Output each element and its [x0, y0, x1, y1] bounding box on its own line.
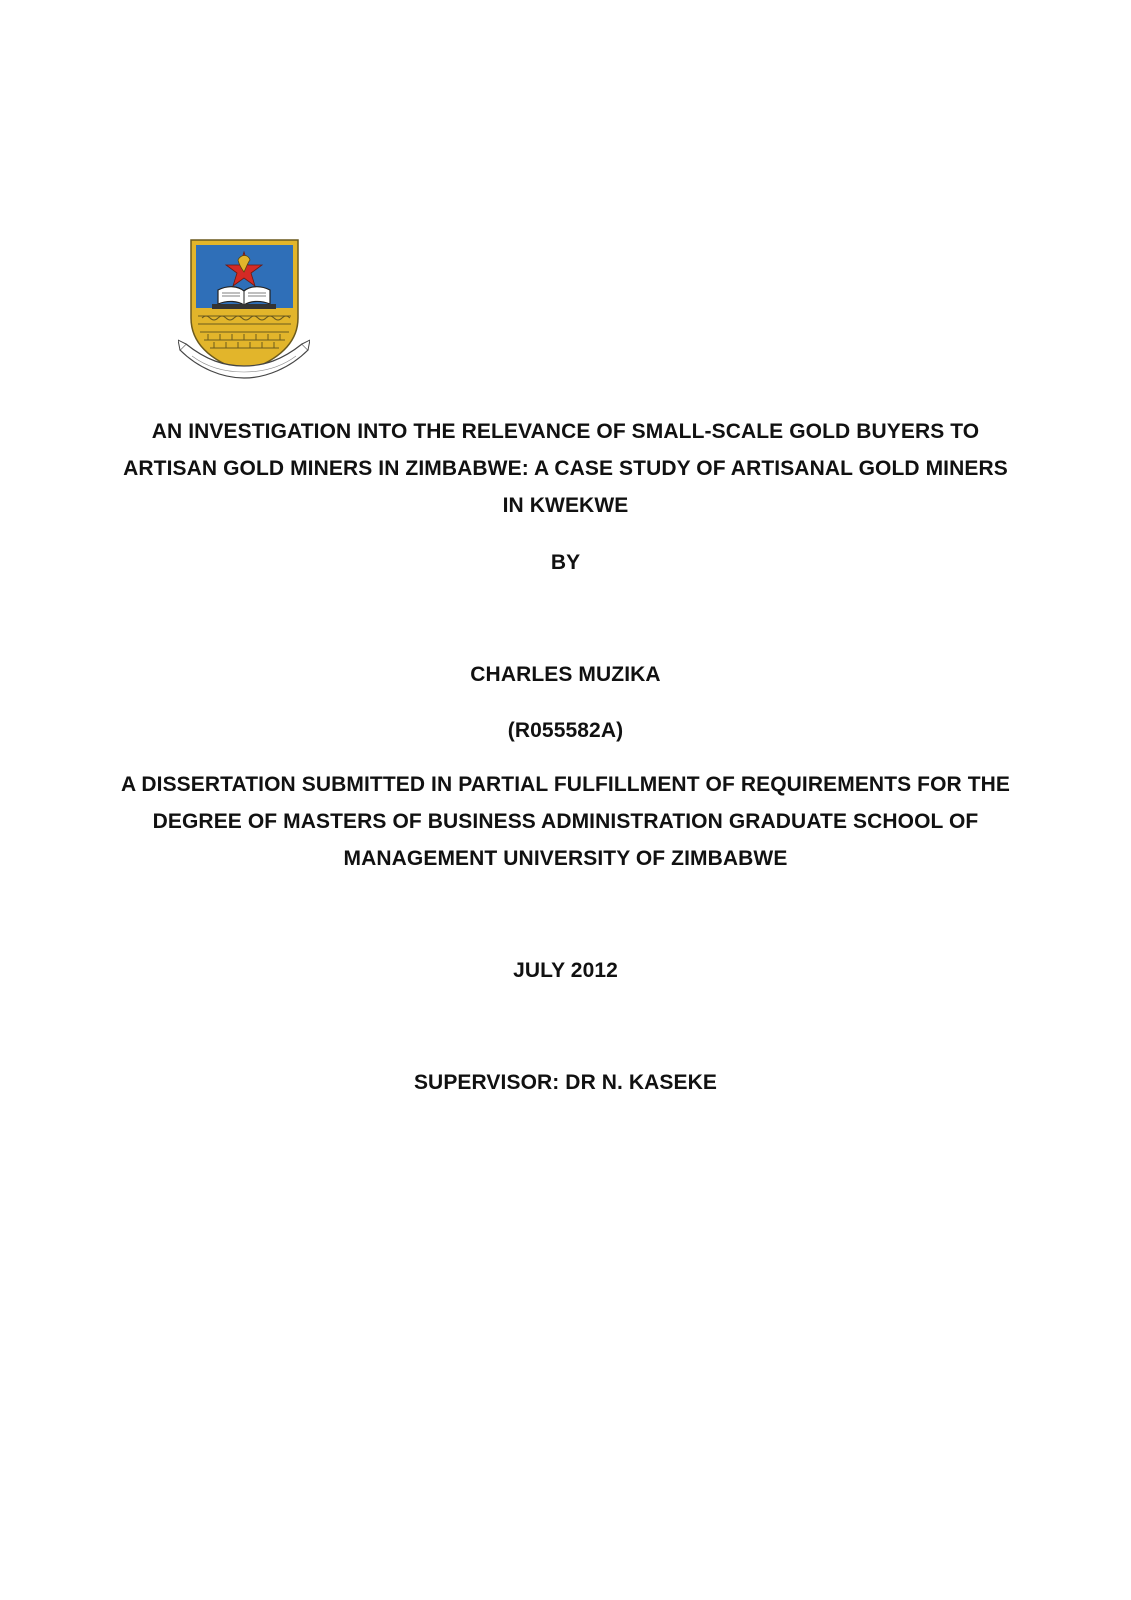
- dissertation-title: AN INVESTIGATION INTO THE RELEVANCE OF SMALL-SCALE GOLD BUYERS TO ARTISAN GOLD MINERS IN ZIMBABWE: A CASE STUDY OF ARTISANAL GOLD MINERS IN KWEKWE: [123, 420, 1008, 517]
- supervisor-name: SUPERVISOR: DR N. KASEKE: [413, 1071, 718, 1094]
- university-crest-icon: [178, 238, 310, 380]
- by-label: BY: [550, 551, 581, 574]
- author-name: CHARLES MUZIKA: [470, 663, 661, 686]
- dissertation-statement: A DISSERTATION SUBMITTED IN PARTIAL FULFILLMENT OF REQUIREMENTS FOR THE DEGREE OF MASTERS OF BUSINESS ADMINISTRATION GRADUATE SCHOOL OF MANAGEMENT UNIVERSITY OF ZIMBABWE: [120, 773, 1011, 870]
- submission-date: JULY 2012: [513, 959, 618, 982]
- registration-number: (R055582A): [507, 719, 624, 742]
